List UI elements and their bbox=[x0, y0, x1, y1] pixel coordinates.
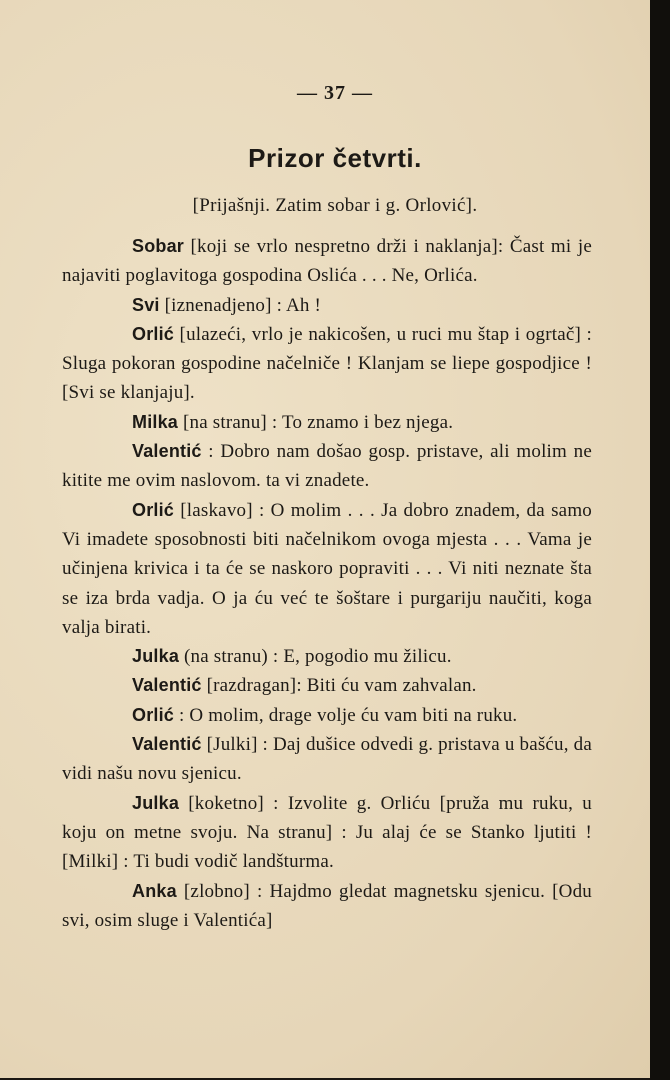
speech-text: : O molim, drage volje ću vam biti na ruku. bbox=[174, 704, 518, 726]
speaker-name: Valentić bbox=[132, 441, 202, 462]
speech-anka bbox=[62, 877, 592, 936]
speech-text: [koketno] : Izvolite g. Orliću [pruža mu ruku, u koju on metne svoju. Na stranu] : Ju alaj će se Stanko ljutiti ! [Milki] : Ti budi vodič landšturma. bbox=[62, 792, 592, 873]
speaker-name: Svi bbox=[132, 294, 160, 315]
speaker-name: Valentić bbox=[132, 734, 202, 755]
speaker-name: Orlić bbox=[132, 499, 175, 520]
speech-text: (na stranu) : E, pogodio mu žilicu. bbox=[179, 646, 452, 668]
speech-svi bbox=[62, 291, 592, 320]
dialogue-body bbox=[62, 232, 592, 935]
page-number: — 37 — bbox=[297, 82, 373, 104]
speech-text: [iznenadjeno] : Ah ! bbox=[159, 294, 322, 316]
speech-valentic bbox=[62, 671, 592, 700]
speaker-name: Anka bbox=[132, 880, 177, 901]
speech-valentic bbox=[62, 437, 592, 496]
speech-julka bbox=[62, 789, 592, 877]
speech-orlic bbox=[62, 701, 592, 730]
speech-orlic bbox=[62, 320, 592, 408]
speech-text: [Julki] : Daj dušice odvedi g. pristava u bašću, da vidi našu novu sjenicu. bbox=[62, 734, 592, 785]
speech-text: [na stranu] : To znamo i bez njega. bbox=[178, 411, 454, 433]
speaker-name: Orlić bbox=[132, 704, 175, 725]
speech-text: [razdragan]: Biti ću vam zahvalan. bbox=[201, 675, 477, 697]
speaker-name: Orlić bbox=[132, 323, 175, 344]
speech-text: [ulazeći, vrlo je nakicošen, u ruci mu štap i ogrtač] : Sluga pokoran gospodine načelniče ! Klanjam se liepe gospodjice ! [Svi se klanjaju]. bbox=[62, 323, 592, 404]
speaker-name: Valentić bbox=[132, 675, 202, 696]
speaker-name: Sobar bbox=[132, 236, 185, 256]
speaker-name: Julka bbox=[132, 792, 180, 813]
speech-text: [laskavo] : O molim . . . Ja dobro znadem, da samo Vi imadete sposobnosti biti načelnikom ovoga mjesta . . . Vama je učinjena krivica i ta će se naskoro popraviti . . . Vi niti neznate šta se iza brda vadja. O ja ću već te šoštare i purgariju naučiti, koga valja birati. bbox=[62, 499, 592, 638]
speaker-name: Julka bbox=[132, 646, 180, 667]
scene-title: Prizor četvrti. bbox=[248, 143, 422, 173]
speech-orlic bbox=[62, 496, 592, 642]
speech-milka bbox=[62, 408, 592, 437]
speech-text: [zlobno] : Hajdmo gledat magnetsku sjenicu. [Odu svi, osim sluge i Valentića] bbox=[62, 880, 592, 931]
speech-text: : Dobro nam došao gosp. pristave, ali molim ne kitite me ovim naslovom. ta vi znadete. bbox=[62, 441, 592, 492]
page-edge-shadow bbox=[650, 0, 670, 1080]
speech-sobar bbox=[62, 232, 592, 291]
speech-valentic bbox=[62, 730, 592, 789]
speech-text: [koji se vrlo nespretno drži i naklanja]: Čast mi je najaviti poglavitoga gospodina Oslića . . . Ne, Orlića. bbox=[62, 236, 592, 287]
speaker-name: Milka bbox=[132, 411, 179, 432]
speech-julka bbox=[62, 642, 592, 671]
stage-direction: [Prijašnji. Zatim sobar i g. Orlović]. bbox=[192, 195, 478, 216]
